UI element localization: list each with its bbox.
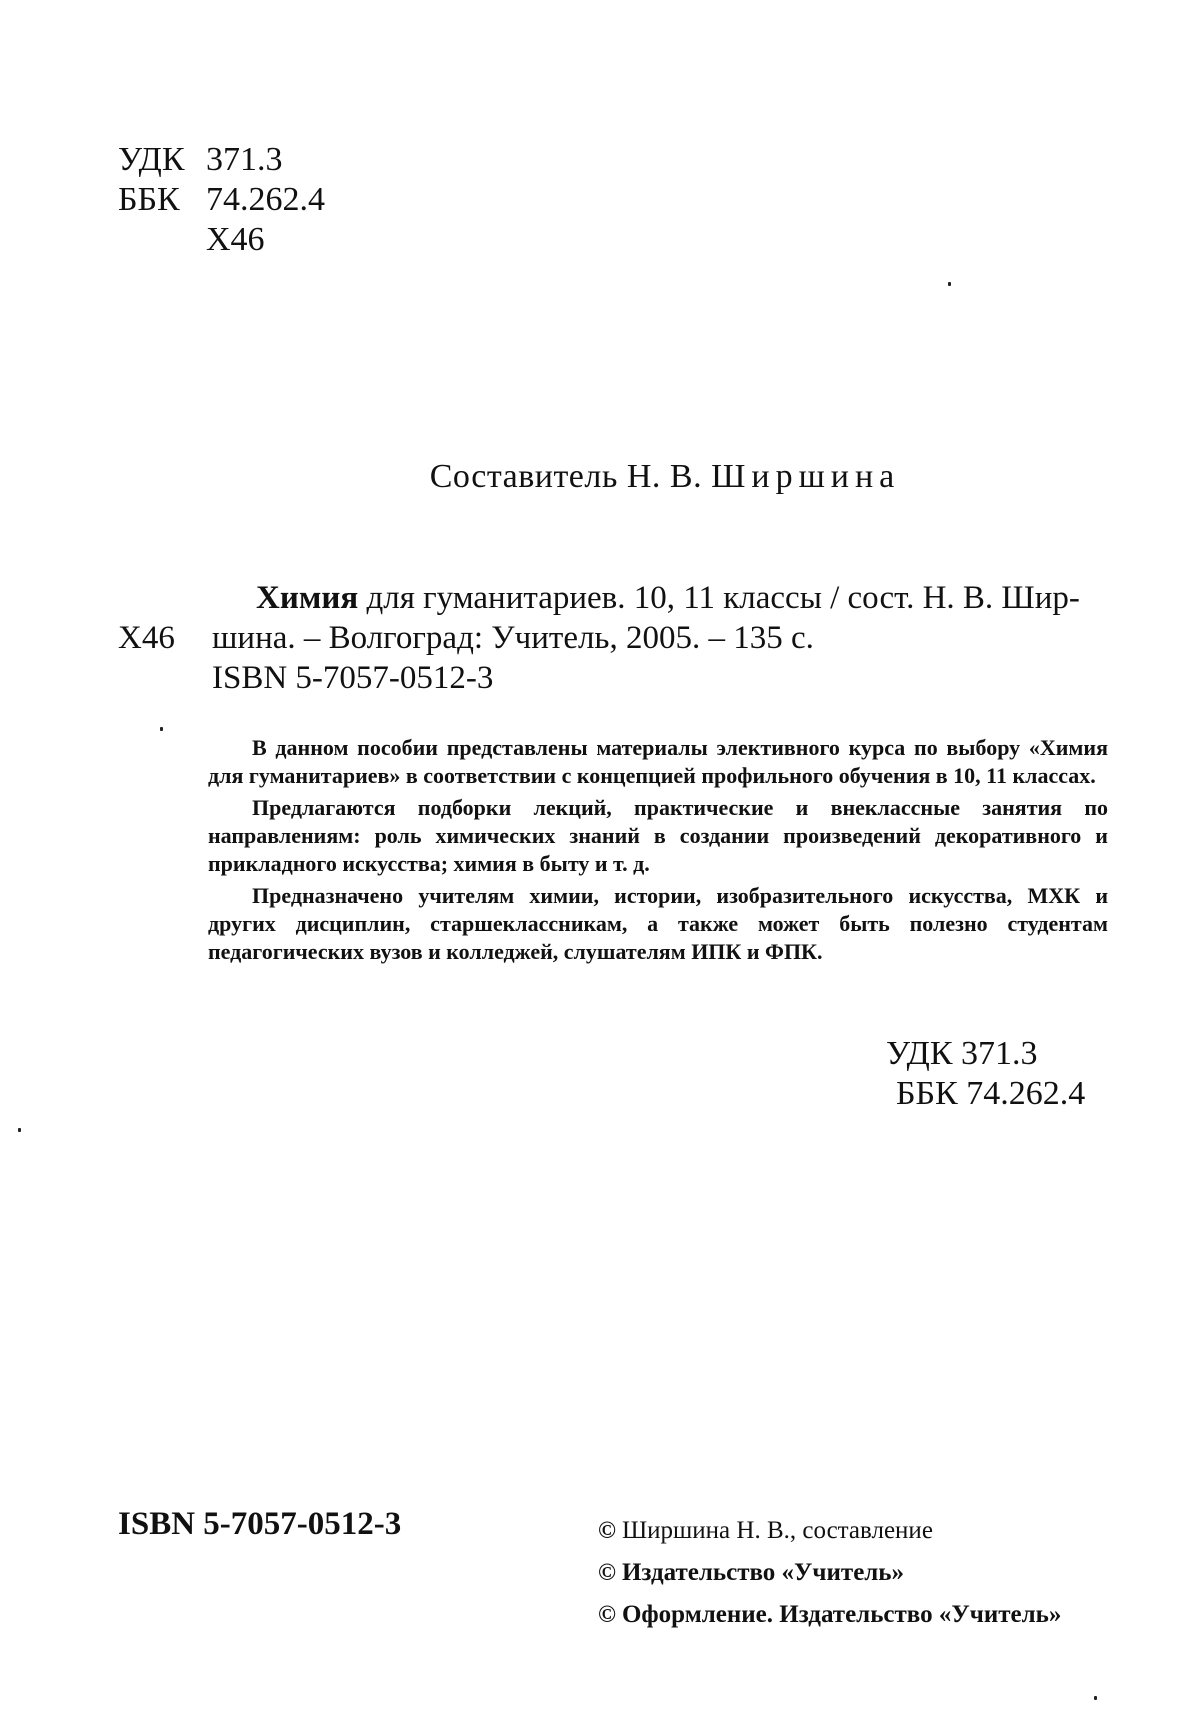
copyright-block [598,1510,1061,1636]
scan-speck [1094,1696,1097,1700]
copyright-line-3: Оформление. Издательство «Учитель» [621,1601,1062,1628]
copyright-row-2 [598,1552,1061,1594]
bib-line-3 [118,658,1118,698]
bibliographic-entry [118,578,1118,698]
compiler-prefix: Составитель Н. В. [429,458,703,495]
udk-bottom: УДК 371.3 [886,1035,1038,1072]
bib-line-2 [118,618,1118,658]
bbk-row [118,180,325,220]
classification-bottom [886,1034,1085,1114]
isbn-bottom: ISBN 5-7057-0512-3 [118,1506,402,1542]
copyright-icon: © [598,1602,616,1628]
bib-cutter: Х46 [118,620,175,656]
udk-label: УДК [118,141,185,178]
udk-value: 371.3 [206,141,283,178]
scan-speck [160,727,163,731]
scan-speck [948,282,951,286]
annotation-paragraph-1: В данном пособии представлены материалы элективного курса по выбору «Химия для гуманитариев» в соответствии с концепцией профильного обучения в 10, 11 классах. [208,735,1108,788]
copyright-icon: © [598,1518,616,1544]
copyright-row-1 [598,1510,1061,1552]
compiler-line [0,458,1200,496]
cutter-row [118,220,325,260]
udk-row [118,140,325,180]
compiler-surname: Ширшина [711,458,901,495]
bib-isbn: ISBN 5-7057-0512-3 [212,660,494,696]
classification-top [118,140,325,260]
bib-line-1 [118,578,1118,618]
copyright-row-3 [598,1594,1061,1636]
bbk-label: ББК [118,181,180,218]
cutter-code: Х46 [206,221,265,258]
bib-title: Химия [256,580,359,616]
scan-speck [18,1128,21,1132]
copyright-icon: © [598,1560,616,1586]
bbk-value: 74.262.4 [206,181,325,218]
copyright-line-1: Ширшина Н. В., составление [621,1517,933,1544]
copyright-line-2: Издательство «Учитель» [621,1559,905,1586]
annotation-paragraph-2: Предлагаются подборки лекций, практические и внеклассные занятия по направлениям: роль химических знаний в создании произведений декоративного и прикладного искусства; химия в быту и т. д. [208,795,1108,876]
bbk-bottom: ББК 74.262.4 [896,1075,1086,1112]
bib-line-1-text: для гуманитариев. 10, 11 классы / сост. Н. В. Шир- [358,580,1080,616]
annotation [208,734,1108,970]
annotation-paragraph-3: Предназначено учителям химии, истории, изобразительного искусства, МХК и других дисциплин, старшеклассникам, а также может быть полезно студентам педагогических вузов и колледжей, слушателям ИПК и ФПК. [208,883,1108,964]
bib-line-2-text: шина. – Волгоград: Учитель, 2005. – 135 с. [212,620,814,656]
